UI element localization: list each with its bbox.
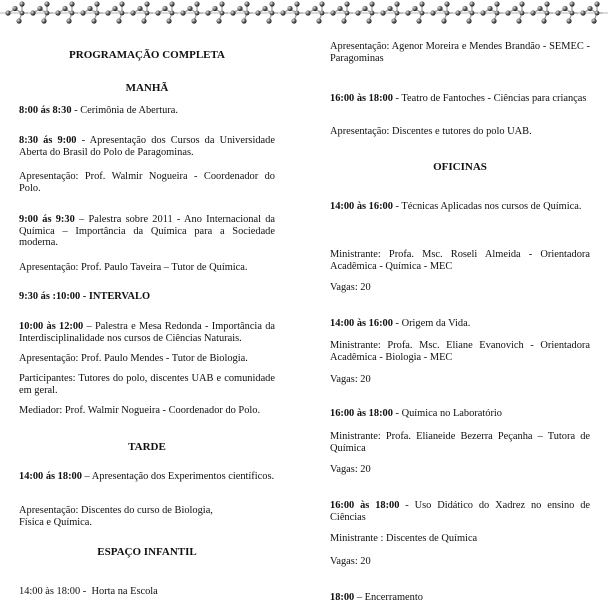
atom (262, 6, 267, 11)
atom (294, 1, 299, 6)
atom (369, 1, 374, 6)
break-item: 9:30 ás :10:00 - INTERVALO (19, 291, 151, 302)
atom (180, 10, 185, 15)
item-note: Mediador: Prof. Walmir Nogueira - Coordenador do Polo. (19, 405, 261, 416)
atom (119, 1, 124, 6)
schedule-item: 8:00 ás 8:30 - Cerimônia de Abertura. (19, 105, 178, 116)
atom (430, 10, 435, 15)
atom (212, 6, 217, 11)
item-time: 10:00 às 12:00 (19, 321, 84, 332)
atom (91, 18, 96, 23)
atom (80, 10, 85, 15)
atom (291, 18, 296, 23)
atom (444, 1, 449, 6)
atom (491, 18, 496, 23)
atom (512, 6, 517, 11)
schedule-item: 9:00 ás 9:30 – Palestra sobre 2011 - Ano Internacional da Química – Importância da Química para a Sociedade moderna. (19, 214, 276, 249)
item-text: Palestra sobre 2011 - Ano Internacional da Química – Importância da Química para a Sociedade moderna. (19, 214, 276, 249)
atom (420, 11, 425, 16)
atom (580, 10, 585, 15)
atom (244, 1, 249, 6)
atom (269, 1, 274, 6)
item-text: Encerramento (364, 592, 423, 603)
atom (137, 6, 142, 11)
atom (591, 18, 596, 23)
atom (505, 10, 510, 15)
item-note: Apresentação: Discentes do curso de Biologia, Física e Química. (19, 505, 213, 528)
item-note: Apresentação: Prof. Paulo Mendes - Tutor de Biologia. (19, 353, 248, 364)
atom (566, 18, 571, 23)
atom (470, 11, 475, 16)
atom (166, 18, 171, 23)
atom (437, 6, 442, 11)
item-time: 8:30 ás 9:00 (19, 135, 77, 146)
atom (219, 1, 224, 6)
atom (95, 11, 100, 16)
atom (94, 1, 99, 6)
atom (12, 6, 17, 11)
workshop-vagas: Vagas: 20 (330, 374, 371, 385)
atom (19, 1, 24, 6)
atom (194, 1, 199, 6)
atom (412, 6, 417, 11)
atom (287, 6, 292, 11)
workshop-vagas: Vagas: 20 (330, 556, 371, 567)
atom (87, 6, 92, 11)
atom (345, 11, 350, 16)
atom (562, 6, 567, 11)
atom (395, 11, 400, 16)
atom (187, 6, 192, 11)
atom (405, 10, 410, 15)
atom (216, 18, 221, 23)
workshop-title: 14:00 às 16:00 - Técnicas Aplicadas nos cursos de Química. (330, 201, 582, 212)
item-note: Apresentação: Agenor Moreira e Mendes Brandão - SEMEC - Paragominas (330, 41, 590, 64)
atom (480, 10, 485, 15)
atom (112, 6, 117, 11)
atom (544, 1, 549, 6)
atom (445, 11, 450, 16)
atom (191, 18, 196, 23)
workshop-minister: Ministrante: Profa. Elianeide Bezerra Peçanha – Tutora de Química (330, 431, 590, 454)
atom (20, 11, 25, 16)
workshop-title: 14:00 às 16:00 - Origem da Vida. (330, 318, 471, 329)
item-note: Apresentação: Prof. Paulo Taveira – Tutor de Química. (19, 262, 248, 273)
item-note: Apresentação: Discentes e tutores do polo UAB. (330, 126, 532, 137)
section-heading-espaco-infantil: ESPAÇO INFANTIL (97, 546, 197, 558)
item-text: Apresentação dos Experimentos científicos. (91, 471, 275, 482)
atom (391, 18, 396, 23)
item-time: 14:00 às 16:00 (330, 318, 393, 329)
schedule-item: 10:00 às 12:00 – Palestra e Mesa Redonda - Importância da Interdisciplinalidade nos cursos de Ciências Naturais. (19, 321, 276, 344)
item-time: 14:00 ás 18:00 (19, 471, 82, 482)
atom (230, 10, 235, 15)
atom (319, 1, 324, 6)
page-title: PROGRAMAÇÃO COMPLETA (69, 49, 225, 61)
atom (130, 10, 135, 15)
atom (69, 1, 74, 6)
atom (594, 1, 599, 6)
item-text: Técnicas Aplicadas nos cursos de Química. (401, 201, 582, 212)
section-heading-manha: MANHÃ (125, 82, 169, 94)
section-heading-tarde: TARDE (128, 441, 166, 453)
closing-item: 18:00 – Encerramento (330, 592, 423, 603)
atom (241, 18, 246, 23)
atom (170, 11, 175, 16)
atom (320, 11, 325, 16)
atom (280, 10, 285, 15)
section-heading-oficinas: OFICINAS (433, 161, 487, 173)
atom (266, 18, 271, 23)
atom (337, 6, 342, 11)
schedule-item: 14:00 ás 18:00 – Apresentação dos Experimentos científicos. (19, 471, 275, 482)
item-text: Uso Didático do Xadrez no ensino de Ciências (330, 500, 591, 523)
atom (366, 18, 371, 23)
atom (380, 10, 385, 15)
item-note: Participantes: Tutores do polo, discentes UAB e comunidade em geral. (19, 373, 275, 396)
item-text: Teatro de Fantoches - Ciências para crianças (401, 93, 587, 104)
atom (116, 18, 121, 23)
atom (55, 10, 60, 15)
atom (305, 10, 310, 15)
atom (362, 6, 367, 11)
schedule-item: 16:00 às 18:00 - Teatro de Fantoches - Ciências para crianças (330, 93, 587, 104)
item-text: Origem da Vida. (401, 318, 471, 329)
atom (330, 10, 335, 15)
atom (245, 11, 250, 16)
atom (37, 6, 42, 11)
atom (545, 11, 550, 16)
atom (344, 1, 349, 6)
atom (44, 1, 49, 6)
atom (270, 11, 275, 16)
atom (530, 10, 535, 15)
item-text: Química no Laboratório (401, 408, 502, 419)
workshop-vagas: Vagas: 20 (330, 282, 371, 293)
atom (416, 18, 421, 23)
atom (205, 10, 210, 15)
atom (120, 11, 125, 16)
atom (162, 6, 167, 11)
schedule-item: 14:00 às 18:00 - Horta na Escola (19, 586, 158, 597)
atom (220, 11, 225, 16)
item-text: Cerimônia de Abertura. (80, 105, 178, 116)
molecule-border-decoration (0, 0, 608, 28)
atom (487, 6, 492, 11)
atom (570, 11, 575, 16)
item-time: 9:00 ás 9:30 (19, 214, 75, 225)
atom (394, 1, 399, 6)
atom (169, 1, 174, 6)
item-time: 18:00 (330, 592, 355, 603)
atom (537, 6, 542, 11)
atom (195, 11, 200, 16)
workshop-minister: Ministrante: Profa. Msc. Eliane Evanovich - Orientadora Acadêmica - Biologia - MEC (330, 340, 590, 363)
item-time: 16:00 às 18:00 (330, 93, 393, 104)
atom (466, 18, 471, 23)
atom (587, 6, 592, 11)
atom (105, 10, 110, 15)
item-time: 8:00 ás 8:30 (19, 105, 72, 116)
schedule-item: 8:30 ás 9:00 - Apresentação dos Cursos da Universidade Aberta do Brasil do Polo de Paragominas. (19, 135, 275, 158)
atom (541, 18, 546, 23)
atom (16, 18, 21, 23)
atom (255, 10, 260, 15)
atom (145, 11, 150, 16)
atom (419, 1, 424, 6)
atom (520, 11, 525, 16)
atom (569, 1, 574, 6)
item-note: Apresentação: Prof. Walmir Nogueira - Coordenador do Polo. (19, 171, 275, 194)
item-time: 16:00 às 18:00 (330, 500, 400, 511)
item-text: Apresentação dos Cursos da Universidade Aberta do Brasil do Polo de Paragominas. (19, 135, 275, 158)
atom (441, 18, 446, 23)
atom (70, 11, 75, 16)
atom (141, 18, 146, 23)
atom (455, 10, 460, 15)
atom (155, 10, 160, 15)
item-time: 14:00 às 16:00 (330, 201, 393, 212)
atom (595, 11, 600, 16)
atom (237, 6, 242, 11)
atom (387, 6, 392, 11)
atom (144, 1, 149, 6)
workshop-title: 16:00 às 18:00 - Uso Didático do Xadrez no ensino de Ciências (330, 500, 591, 523)
atom (494, 1, 499, 6)
atom (469, 1, 474, 6)
atom (555, 10, 560, 15)
atom (45, 11, 50, 16)
atom (516, 18, 521, 23)
workshop-minister: Ministrante : Discentes de Química (330, 533, 478, 544)
atom (316, 18, 321, 23)
atom (341, 18, 346, 23)
atom (30, 10, 35, 15)
workshop-vagas: Vagas: 20 (330, 464, 371, 475)
atom (66, 18, 71, 23)
workshop-minister: Ministrante: Profa. Msc. Roseli Almeida - Orientadora Acadêmica - Química - MEC (330, 249, 590, 272)
atom (519, 1, 524, 6)
atom (370, 11, 375, 16)
atom (295, 11, 300, 16)
atom (5, 10, 10, 15)
atom (62, 6, 67, 11)
atom (312, 6, 317, 11)
item-time: 16:00 às 18:00 (330, 408, 393, 419)
atom (355, 10, 360, 15)
atom (41, 18, 46, 23)
item-text: Palestra e Mesa Redonda - Importância da Interdisciplinalidade nos cursos de Ciências Naturais. (19, 321, 276, 344)
atom (495, 11, 500, 16)
workshop-title: 16:00 às 18:00 - Química no Laboratório (330, 408, 502, 419)
atom (462, 6, 467, 11)
